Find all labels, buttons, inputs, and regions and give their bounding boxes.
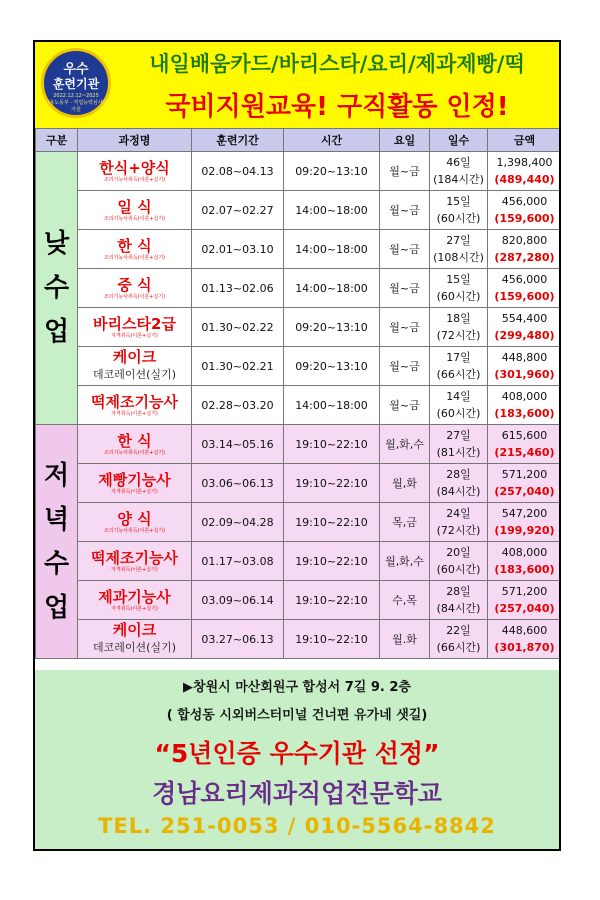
school-name: 경남요리제과직업전문학교 [152, 779, 442, 808]
course-name: 중 식 [117, 275, 152, 294]
certification-slogan: “5년인증 우수기관 선정” [154, 739, 440, 768]
price-cell [488, 308, 562, 347]
days-cell [430, 269, 488, 308]
price: 547,200 [501, 507, 548, 520]
discount-price: (257,040) [494, 485, 555, 498]
table-header-row [36, 129, 562, 152]
col-header-period: 훈련기간 [192, 129, 284, 152]
col-header-weekday: 요일 [380, 129, 430, 152]
course-name: 떡제조기능사 [91, 392, 178, 411]
landmark: ( 합성동 시외버스터미널 건너편 유가네 샛길) [166, 708, 428, 723]
evening-class-section-label [36, 425, 78, 659]
days-cell [430, 464, 488, 503]
price: 408,000 [501, 546, 548, 559]
table-row [36, 464, 562, 503]
price: 1,398,400 [496, 156, 553, 169]
time-cell: 19:10~22:10 [284, 503, 380, 542]
day-count: 24일 [446, 507, 471, 520]
days-cell [430, 620, 488, 659]
table-row [36, 503, 562, 542]
course-cell [78, 503, 192, 542]
table-row [36, 581, 562, 620]
weekday-cell: 월~금 [380, 386, 430, 425]
table-row [36, 620, 562, 659]
price-cell [488, 464, 562, 503]
section-label-char: 녁 [43, 504, 70, 535]
period-cell: 01.30~02.22 [192, 308, 284, 347]
price: 820,800 [501, 234, 548, 247]
price: 554,400 [501, 312, 548, 325]
weekday-cell: 목,금 [380, 503, 430, 542]
weekday-cell: 월~금 [380, 347, 430, 386]
course-subtitle: 데코레이션(실기) [93, 641, 176, 654]
day-count: 22일 [446, 624, 471, 637]
course-subtitle: 자격취득(이론+실기) [111, 488, 158, 495]
header-title: 내일배움카드/바리스타/요리/제과제빵/떡 [149, 52, 525, 76]
section-label-char: 낮 [43, 229, 70, 259]
col-header-course: 과정명 [78, 129, 192, 152]
period-cell: 01.30~02.21 [192, 347, 284, 386]
course-cell [78, 347, 192, 386]
price-cell [488, 620, 562, 659]
price-cell [488, 152, 562, 191]
course-name: 케이크 [112, 621, 157, 639]
section-label-char: 저 [43, 460, 70, 491]
day-class-section-label [36, 152, 78, 425]
day-count: 20일 [446, 546, 471, 559]
course-cell [78, 152, 192, 191]
table-row [36, 152, 562, 191]
days-cell [430, 425, 488, 464]
price-cell [488, 503, 562, 542]
course-name: 떡제조기능사 [91, 548, 178, 567]
day-count: 28일 [446, 468, 471, 481]
course-subtitle: 조리기능사취득(이론+실기) [103, 215, 166, 222]
header-subtitle: 국비지원교육! 구직활동 인정! [165, 92, 509, 122]
badge-line3: 2022.12.12~2025 [53, 93, 99, 99]
discount-price: (199,920) [494, 524, 555, 537]
days-cell [430, 386, 488, 425]
days-cell [430, 230, 488, 269]
section-label-char: 수 [43, 273, 70, 303]
price-cell [488, 581, 562, 620]
time-cell: 14:00~18:00 [284, 269, 380, 308]
course-name: 일 식 [117, 197, 152, 216]
weekday-cell: 월~금 [380, 152, 430, 191]
price: 456,000 [501, 273, 548, 286]
period-cell: 02.07~02.27 [192, 191, 284, 230]
course-cell [78, 620, 192, 659]
hour-count: (84시간) [436, 602, 481, 615]
price: 448,800 [501, 351, 548, 364]
flyer [33, 40, 561, 851]
hour-count: (72시간) [436, 524, 481, 537]
hour-count: (66시간) [436, 368, 481, 381]
price: 408,000 [501, 390, 548, 403]
course-subtitle: 조리기능사취득(이론+실기) [103, 527, 166, 534]
course-subtitle: 데코레이션(실기) [93, 368, 176, 381]
discount-price: (183,600) [494, 407, 555, 420]
course-cell [78, 191, 192, 230]
period-cell: 01.17~03.08 [192, 542, 284, 581]
course-subtitle: 자격취득(이론+실기) [111, 332, 158, 339]
section-label-char: 업 [43, 592, 70, 623]
day-count: 17일 [446, 351, 471, 364]
price: 571,200 [501, 468, 548, 481]
days-cell [430, 542, 488, 581]
discount-price: (159,600) [494, 290, 555, 303]
table-body [36, 152, 562, 659]
badge-line1: 우수 [63, 62, 89, 77]
weekday-cell: 월,화,수 [380, 425, 430, 464]
discount-price: (215,460) [494, 446, 555, 459]
discount-price: (301,870) [494, 641, 555, 654]
day-count: 46일 [446, 156, 471, 169]
discount-price: (159,600) [494, 212, 555, 225]
table-row [36, 230, 562, 269]
section-label-char: 수 [43, 548, 70, 579]
day-count: 18일 [446, 312, 471, 325]
price-cell [488, 542, 562, 581]
excellent-institution-badge [41, 48, 111, 118]
day-count: 27일 [446, 429, 471, 442]
header-banner [35, 42, 559, 128]
course-subtitle: 자격취득(이론+실기) [111, 566, 158, 573]
time-cell: 09:20~13:10 [284, 347, 380, 386]
weekday-cell: 수,목 [380, 581, 430, 620]
period-cell: 03.27~06.13 [192, 620, 284, 659]
table-row [36, 425, 562, 464]
course-subtitle: 조리기능사취득(이론+실기) [103, 176, 166, 183]
day-count: 15일 [446, 195, 471, 208]
hour-count: (108시간) [433, 251, 484, 264]
course-name: 케이크 [112, 348, 157, 366]
weekday-cell: 월,화 [380, 464, 430, 503]
course-subtitle: 조리기능사취득(이론+실기) [103, 449, 166, 456]
course-name: 제빵기능사 [98, 470, 171, 489]
time-cell: 14:00~18:00 [284, 191, 380, 230]
course-subtitle: 조리기능사취득(이론+실기) [103, 254, 166, 261]
discount-price: (183,600) [494, 563, 555, 576]
course-name: 양 식 [117, 509, 152, 528]
course-cell [78, 386, 192, 425]
hour-count: (60시간) [436, 407, 481, 420]
address: ▶창원시 마산회원구 합성서 7길 9. 2층 [183, 680, 411, 695]
course-name: 한식+양식 [99, 158, 170, 177]
days-cell [430, 308, 488, 347]
course-name: 바리스타2급 [93, 314, 176, 333]
discount-price: (489,440) [494, 173, 555, 186]
price-cell [488, 191, 562, 230]
badge-line4: 고용노동부 · 직업능력심사평가원 [44, 100, 108, 113]
table-row [36, 347, 562, 386]
weekday-cell: 월~금 [380, 191, 430, 230]
time-cell: 19:10~22:10 [284, 464, 380, 503]
course-name: 한 식 [117, 236, 152, 255]
course-subtitle: 조리기능사취득(이론+실기) [103, 293, 166, 300]
days-cell [430, 152, 488, 191]
price-cell [488, 269, 562, 308]
time-cell: 09:20~13:10 [284, 308, 380, 347]
weekday-cell: 월~금 [380, 269, 430, 308]
hour-count: (60시간) [436, 563, 481, 576]
course-schedule-table [35, 128, 561, 659]
price-cell [488, 425, 562, 464]
course-name: 제과기능사 [98, 587, 171, 606]
price: 456,000 [501, 195, 548, 208]
day-count: 14일 [446, 390, 471, 403]
footer-panel [35, 670, 559, 851]
price-cell [488, 347, 562, 386]
hour-count: (72시간) [436, 329, 481, 342]
period-cell: 03.14~05.16 [192, 425, 284, 464]
discount-price: (257,040) [494, 602, 555, 615]
badge-line2: 훈련기관 [52, 77, 100, 91]
course-cell [78, 230, 192, 269]
course-cell [78, 581, 192, 620]
table-row [36, 308, 562, 347]
price: 448,600 [501, 624, 548, 637]
days-cell [430, 191, 488, 230]
course-subtitle: 자격취득(이론+실기) [111, 410, 158, 417]
course-name: 한 식 [117, 431, 152, 450]
period-cell: 02.08~04.13 [192, 152, 284, 191]
time-cell: 14:00~18:00 [284, 386, 380, 425]
time-cell: 14:00~18:00 [284, 230, 380, 269]
hour-count: (184시간) [433, 173, 484, 186]
col-header-time: 시간 [284, 129, 380, 152]
course-subtitle: 자격취득(이론+실기) [111, 605, 158, 612]
period-cell: 01.13~02.06 [192, 269, 284, 308]
table-row [36, 269, 562, 308]
days-cell [430, 347, 488, 386]
period-cell: 03.06~06.13 [192, 464, 284, 503]
period-cell: 02.09~04.28 [192, 503, 284, 542]
day-count: 28일 [446, 585, 471, 598]
price: 615,600 [501, 429, 548, 442]
period-cell: 02.01~03.10 [192, 230, 284, 269]
time-cell: 19:10~22:10 [284, 581, 380, 620]
course-cell [78, 425, 192, 464]
discount-price: (301,960) [494, 368, 555, 381]
hour-count: (60시간) [436, 212, 481, 225]
col-header-category: 구분 [36, 129, 78, 152]
time-cell: 19:10~22:10 [284, 425, 380, 464]
table-row [36, 191, 562, 230]
price-cell [488, 386, 562, 425]
weekday-cell: 월,화,수 [380, 542, 430, 581]
discount-price: (299,480) [494, 329, 555, 342]
col-header-days: 일수 [430, 129, 488, 152]
hour-count: (66시간) [436, 641, 481, 654]
day-count: 27일 [446, 234, 471, 247]
period-cell: 02.28~03.20 [192, 386, 284, 425]
phone-number: TEL. 251-0053 / 010-5564-8842 [98, 814, 496, 838]
hour-count: (81시간) [436, 446, 481, 459]
period-cell: 03.09~06.14 [192, 581, 284, 620]
weekday-cell: 월.화 [380, 620, 430, 659]
hour-count: (60시간) [436, 290, 481, 303]
time-cell: 19:10~22:10 [284, 542, 380, 581]
course-cell [78, 308, 192, 347]
days-cell [430, 581, 488, 620]
table-row [36, 386, 562, 425]
table-row [36, 542, 562, 581]
price-cell [488, 230, 562, 269]
time-cell: 09:20~13:10 [284, 152, 380, 191]
price: 571,200 [501, 585, 548, 598]
weekday-cell: 월~금 [380, 230, 430, 269]
col-header-price: 금액 [488, 129, 562, 152]
weekday-cell: 월~금 [380, 308, 430, 347]
course-cell [78, 464, 192, 503]
hour-count: (84시간) [436, 485, 481, 498]
course-cell [78, 542, 192, 581]
section-label-char: 업 [43, 317, 70, 347]
days-cell [430, 503, 488, 542]
discount-price: (287,280) [494, 251, 555, 264]
time-cell: 19:10~22:10 [284, 620, 380, 659]
day-count: 15일 [446, 273, 471, 286]
course-cell [78, 269, 192, 308]
